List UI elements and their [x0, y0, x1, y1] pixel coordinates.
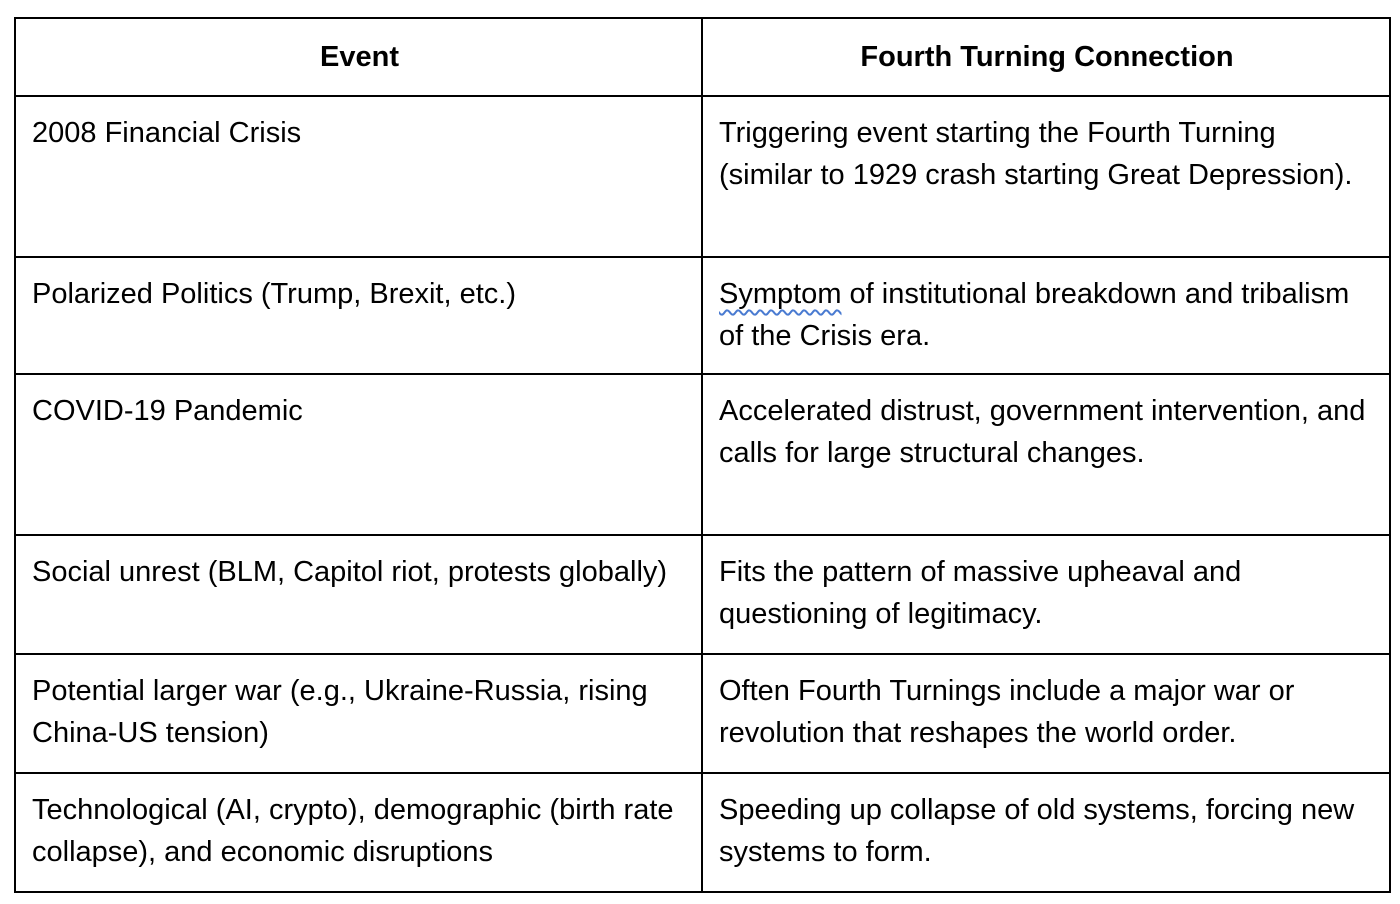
header-fourth-turning-connection: Fourth Turning Connection	[702, 18, 1390, 96]
event-cell: Polarized Politics (Trump, Brexit, etc.)	[15, 257, 702, 374]
header-event: Event	[15, 18, 702, 96]
connection-cell: Triggering event starting the Fourth Turning (similar to 1929 crash starting Great Depression).	[702, 96, 1390, 257]
spellcheck-flagged-word[interactable]: Symptom	[719, 278, 842, 310]
connection-cell: Often Fourth Turnings include a major war or revolution that reshapes the world order.	[702, 654, 1390, 773]
table-row	[15, 654, 1390, 773]
connection-text: of institutional breakdown and tribalism of the Crisis era.	[719, 278, 1350, 352]
event-cell: Social unrest (BLM, Capitol riot, protests globally)	[15, 535, 702, 654]
table-header-row	[15, 18, 1390, 96]
event-cell: Potential larger war (e.g., Ukraine-Russia, rising China-US tension)	[15, 654, 702, 773]
connection-cell	[702, 257, 1390, 374]
table-row	[15, 773, 1390, 892]
table-row	[15, 374, 1390, 535]
connection-cell: Fits the pattern of massive upheaval and questioning of legitimacy.	[702, 535, 1390, 654]
event-cell: Technological (AI, crypto), demographic (birth rate collapse), and economic disruptions	[15, 773, 702, 892]
table-row	[15, 535, 1390, 654]
events-table	[14, 17, 1391, 893]
connection-cell: Speeding up collapse of old systems, forcing new systems to form.	[702, 773, 1390, 892]
event-cell: COVID-19 Pandemic	[15, 374, 702, 535]
table-row	[15, 96, 1390, 257]
table-row	[15, 257, 1390, 374]
event-cell: 2008 Financial Crisis	[15, 96, 702, 257]
connection-cell: Accelerated distrust, government intervention, and calls for large structural changes.	[702, 374, 1390, 535]
